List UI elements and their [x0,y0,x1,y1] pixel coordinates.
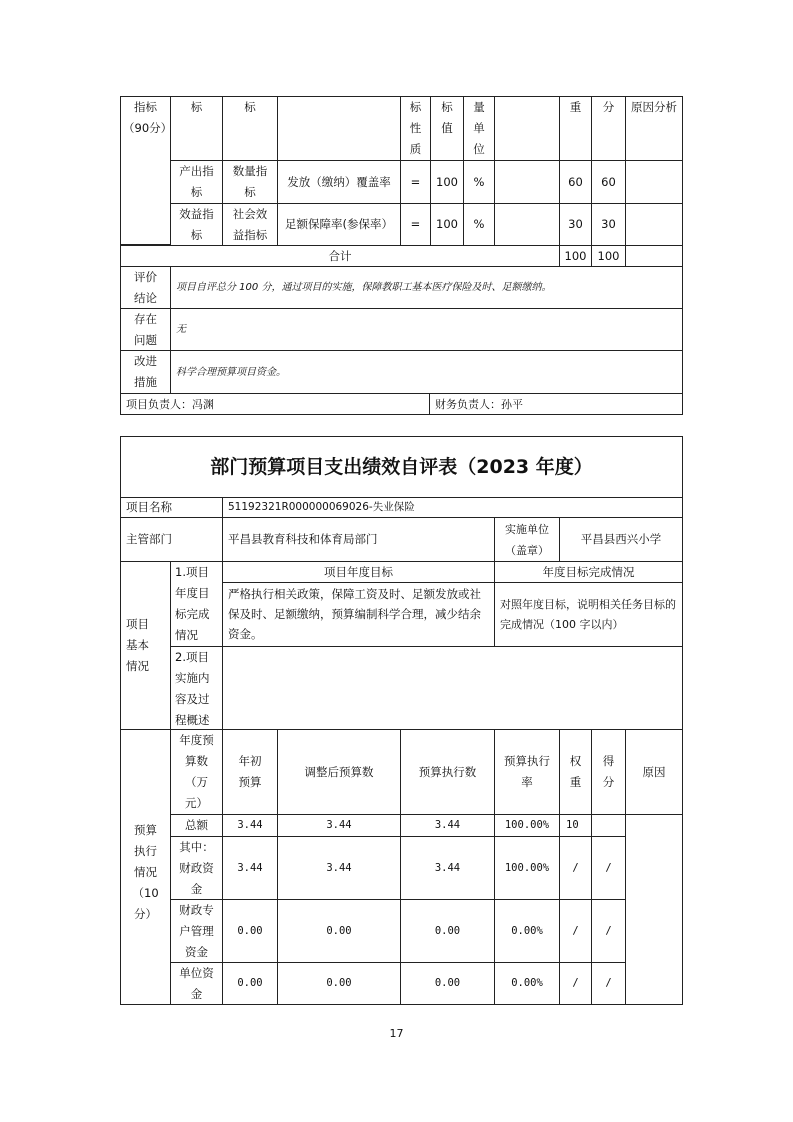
finance-lead [429,393,683,415]
dept-label [120,517,223,562]
budget-row-special-executed [400,899,495,963]
header-nature [400,96,431,161]
project-name-label-text: 项目名称 [126,500,172,514]
budget-row-unit-score-text: / [605,977,612,989]
table-title [120,436,683,498]
impl-unit-value [559,517,683,562]
budget-header-score [591,729,626,815]
budget-row-special-name-text: 财政专户管理资金 [179,902,214,959]
project-lead [120,393,430,415]
budget-row-fiscal-name-text: 其中：财政资金 [179,839,214,896]
header-level2 [222,96,278,161]
budget-header-rate-text: 预算执行率 [504,754,550,789]
budget-row-fiscal-executed [400,836,495,900]
finance-lead-text: 财务负责人：孙平 [435,397,523,411]
row1-weight [559,160,592,204]
budget-row-unit-adjusted [277,962,401,1005]
basic-situation-label [120,561,171,730]
header-level1-text: 标 [190,100,203,114]
budget-row-special-initial-text: 0.00 [237,924,263,937]
budget-row-fiscal-rate-text: 100.00% [504,861,550,874]
budget-header-initial-text: 年初预算 [238,754,262,789]
row1-indicator-text: 发放（缴纳）覆盖率 [287,174,391,189]
header-target [430,96,464,161]
budget-row-total-weight-text: 10 [566,819,579,831]
row2-weight [559,203,592,246]
goal-header-text: 项目年度目标 [324,564,393,579]
budget-row-unit-weight [559,962,592,1005]
dept-label-text: 主管部门 [126,532,172,546]
budget-row-special-executed-text: 0.00 [434,924,461,937]
budget-header-annual [170,729,223,815]
row2-reason [625,203,683,246]
completion-content: 对照年度目标，说明相关任务目标的完成情况（100 字以内） [500,597,676,631]
impl-unit-label-text: 实施单位（盖章） [505,522,549,557]
impl-unit-text: 平昌县西兴小学 [580,532,662,546]
goal-completion-label-text: 1.项目年度目标完成情况 [175,565,210,642]
budget-row-total-rate [494,814,560,837]
project-name-text: 51192321R000000069026-失业保险 [228,501,415,513]
table-title-text: 部门预算项目支出绩效自评表（2023 年度） [210,455,593,478]
budget-row-special-adjusted-text: 0.00 [326,924,352,937]
process-label [170,646,223,730]
budget-row-total-executed-text: 3.44 [434,819,461,831]
row2-weight-text: 30 [568,217,583,231]
budget-row-fiscal-adjusted [277,836,401,900]
row1-unit-text: % [473,174,485,189]
budget-row-special-score [591,899,626,963]
row1-target-text: 100 [436,174,458,189]
row2-target-text: 100 [436,217,458,231]
budget-row-total-name-text: 总额 [185,818,208,832]
header-reason-text: 原因分析 [631,100,677,114]
budget-row-fiscal-score [591,836,626,900]
header-score-text: 分 [602,100,615,114]
row1-nature [400,160,431,204]
budget-row-unit-rate-text: 0.00% [511,977,543,989]
budget-header-rate [494,729,560,815]
budget-row-total-adjusted [277,814,401,837]
indicator-group-text: 指标（90分） [123,100,173,135]
goal-header [222,561,495,583]
row2-nature-text: = [410,217,421,231]
row2-unit-text: % [473,217,485,231]
header-weight [559,96,592,161]
project-name-value [222,497,683,518]
row2-indicator [277,203,401,246]
completion-text [494,582,683,647]
budget-row-total-adjusted-text: 3.44 [326,819,352,831]
indicator-group-label [120,96,171,245]
improvement-label [120,350,171,394]
row2-unit [463,203,495,246]
budget-row-total-rate-text: 100.00% [504,819,550,831]
evaluation-label-text: 评价结论 [134,269,157,305]
completion-header [494,561,683,583]
row1-level1 [170,160,223,204]
row2-score-text: 30 [601,217,616,231]
budget-row-unit-name-text: 单位资金 [179,965,214,1001]
budget-row-unit-executed [400,962,495,1005]
row2-score [591,203,626,246]
header-nature-text: 标性质 [409,100,422,156]
header-reason [625,96,683,161]
budget-header-score-text: 得分 [602,754,615,789]
budget-row-unit-initial-text: 0.00 [237,977,263,989]
project-lead-text: 项目负责人：冯渊 [126,397,214,411]
total-label-text: 合计 [328,248,352,263]
budget-header-weight-text: 权重 [569,754,582,789]
budget-header-executed-text: 预算执行数 [418,764,477,779]
budget-row-special-weight-text: / [572,924,579,937]
budget-row-fiscal-rate [494,836,560,900]
basic-situation-label-text: 项目基本情况 [126,617,149,673]
budget-row-unit-name [170,962,223,1005]
row1-target [430,160,464,204]
budget-header-adjusted [277,729,401,815]
budget-row-unit-executed-text: 0.00 [434,977,461,989]
budget-row-unit-rate [494,962,560,1005]
budget-row-total-weight [559,814,592,837]
budget-row-unit-adjusted-text: 0.00 [326,977,352,989]
budget-header-reason-text: 原因 [642,764,666,779]
problems-label [120,308,171,351]
row1-nature-text: = [410,174,421,189]
budget-row-special-weight [559,899,592,963]
total-score [591,245,626,267]
row1-indicator [277,160,401,204]
row2-actual [494,203,560,246]
budget-header-initial [222,729,278,815]
budget-header-weight [559,729,592,815]
goal-content: 严格执行相关政策，保障工资及时、足额发放或社保及时、足额缴纳，预算编制科学合理，减少结余资金。 [228,587,481,641]
row1-score-text: 60 [601,174,616,189]
budget-row-special-initial [222,899,278,963]
row1-level1-text: 产出指标 [179,164,214,199]
budget-row-fiscal-score-text: / [605,861,612,874]
process-label-text: 2.项目实施内容及过程概述 [175,650,210,727]
budget-row-total-name [170,814,223,837]
evaluation-content: 项目自评总分 100 分，通过项目的实施，保障教职工基本医疗保险及时、足额缴纳。 [176,282,552,293]
budget-row-fiscal-initial-text: 3.44 [237,861,263,874]
header-weight-text: 重 [569,100,582,114]
budget-execution-label [120,729,171,1005]
problems-content: 无 [176,324,186,335]
budget-row-special-rate-text: 0.00% [511,924,543,937]
dept-text: 平昌县教育科技和体育局部门 [228,532,378,546]
header-actual [494,96,560,161]
budget-row-special-name [170,899,223,963]
budget-header-executed [400,729,495,815]
row1-reason [625,160,683,204]
header-indicator-name [277,96,401,161]
evaluation-label [120,266,171,309]
goal-completion-label [170,561,223,647]
budget-header-adjusted-text: 调整后预算数 [304,764,374,779]
goal-text [222,582,495,647]
header-unit-text: 量单位 [473,100,485,156]
row1-weight-text: 60 [568,174,583,189]
total-reason [625,245,683,267]
total-weight [559,245,592,267]
budget-row-total-score [591,814,626,837]
budget-row-fiscal-name [170,836,223,900]
page-number: 17 [389,1027,404,1040]
row2-level1 [170,203,223,246]
row2-indicator-text: 足额保障率(参保率） [285,217,393,231]
row2-target [430,203,464,246]
dept-value [222,517,495,562]
row1-score [591,160,626,204]
total-label [120,245,560,267]
completion-header-text: 年度目标完成情况 [542,564,635,579]
problems-label-text: 存在问题 [134,311,157,347]
budget-row-unit-initial [222,962,278,1005]
improvement-label-text: 改进措施 [134,354,157,389]
budget-row-total-initial [222,814,278,837]
header-target-text: 标值 [441,100,453,135]
budget-row-special-adjusted [277,899,401,963]
budget-row-fiscal-weight [559,836,592,900]
row1-level2-text: 数量指标 [232,164,268,199]
budget-row-unit-weight-text: / [572,977,579,989]
budget-row-unit-score [591,962,626,1005]
budget-header-reason [625,729,683,815]
header-level1 [170,96,223,161]
budget-row-total-initial-text: 3.44 [237,819,263,831]
row2-level1-text: 效益指标 [179,206,214,242]
budget-row-fiscal-initial [222,836,278,900]
row2-level2-text: 社会效益指标 [232,206,268,242]
process-text [222,646,683,730]
header-level2-text: 标 [244,100,256,114]
total-weight-text: 100 [564,248,587,263]
budget-execution-label-text: 预算执行情况（10分） [132,823,159,921]
improvement-text [170,350,683,394]
row2-nature [400,203,431,246]
budget-header-annual-text: 年度预算数（万元） [179,733,214,810]
improvement-content: 科学合理预算项目资金。 [176,366,286,378]
budget-reason-cell [625,814,683,1005]
budget-row-total-executed [400,814,495,837]
budget-row-special-score-text: / [605,924,612,937]
row1-level2 [222,160,278,204]
row1-actual [494,160,560,204]
header-score [591,96,626,161]
impl-unit-label [494,517,560,562]
budget-row-special-rate [494,899,560,963]
budget-row-fiscal-weight-text: / [572,861,579,874]
header-unit [463,96,495,161]
evaluation-text [170,266,683,309]
problems-text [170,308,683,351]
row1-unit [463,160,495,204]
project-name-label [120,497,223,518]
total-score-text: 100 [597,248,620,263]
budget-row-fiscal-adjusted-text: 3.44 [326,861,352,874]
budget-row-fiscal-executed-text: 3.44 [434,861,461,874]
row2-level2 [222,203,278,246]
